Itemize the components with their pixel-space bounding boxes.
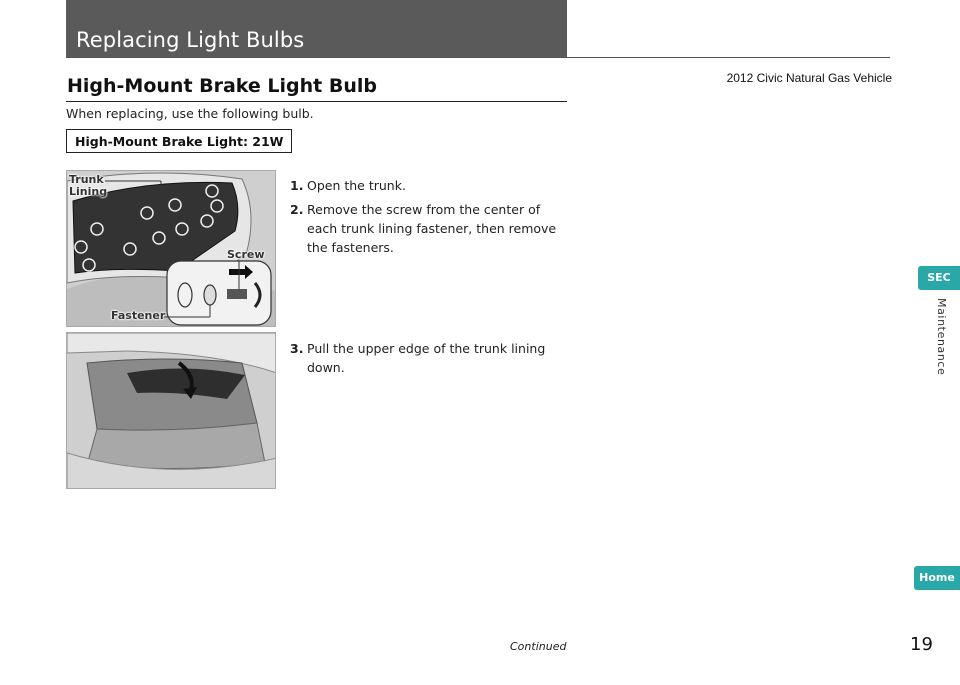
step-3-text: Pull the upper edge of the trunk lining down. [307, 341, 546, 375]
vehicle-label: 2012 Civic Natural Gas Vehicle [726, 71, 892, 85]
step-1-number: 1. [290, 178, 304, 193]
step-2-text: Remove the screw from the center of each trunk lining fastener, then remove the fasteners. [307, 202, 557, 255]
heading-rule [66, 101, 567, 102]
header-rule [66, 57, 890, 58]
step-3 [290, 339, 560, 377]
page-number: 19 [910, 634, 933, 655]
bulb-spec-box: High-Mount Brake Light: 21W [66, 129, 292, 153]
step-1 [290, 176, 570, 195]
trunk-lining-illustration [66, 170, 276, 327]
home-button[interactable]: Home [914, 566, 960, 590]
callout-screw: Screw [227, 248, 265, 261]
trunk-open-illustration [66, 332, 276, 489]
step-2-number: 2. [290, 202, 304, 217]
section-label-maintenance: Maintenance [935, 298, 948, 376]
step-2 [290, 200, 572, 257]
page-heading: High-Mount Brake Light Bulb [67, 75, 378, 97]
step-3-number: 3. [290, 341, 304, 356]
intro-text: When replacing, use the following bulb. [66, 106, 314, 121]
sec-tab[interactable]: SEC [918, 266, 960, 290]
section-title: Replacing Light Bulbs [76, 28, 305, 52]
callout-trunk-lining: Trunk Lining [69, 173, 108, 198]
step-1-text: Open the trunk. [307, 178, 406, 193]
callout-fastener: Fastener [111, 309, 166, 322]
trunk-open-drawing [67, 333, 276, 489]
continued-label: Continued [510, 640, 567, 653]
